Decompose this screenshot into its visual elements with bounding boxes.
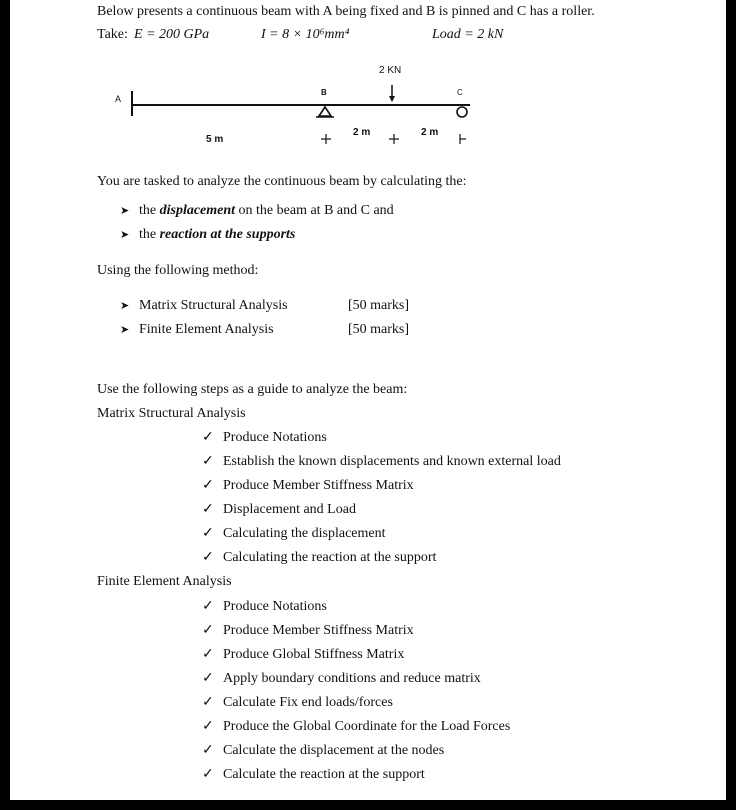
take-label: Take: — [97, 27, 128, 42]
task-item: the displacement on the beam at B and C and — [139, 203, 394, 218]
arrow-bullet-icon: ➤ — [120, 324, 130, 336]
span-b-load-label: 2 m — [353, 127, 371, 138]
fea-step: Calculate the reaction at the support — [223, 767, 425, 782]
label-b: B — [321, 88, 327, 97]
arrow-bullet-icon: ➤ — [120, 229, 130, 241]
checkmark-icon: ✓ — [202, 550, 214, 565]
fea-step: Produce Member Stiffness Matrix — [223, 623, 414, 638]
pin-support-b — [319, 107, 331, 116]
label-a: A — [115, 94, 122, 104]
msa-step: Produce Notations — [223, 430, 327, 445]
task-prompt: You are tasked to analyze the continuous beam by calculating the: — [97, 174, 467, 189]
checkmark-icon: ✓ — [202, 478, 214, 493]
msa-step: Establish the known displacements and known external load — [223, 454, 561, 469]
load-label: 2 KN — [379, 65, 402, 76]
span-ab-label: 5 m — [206, 134, 224, 145]
msa-step: Displacement and Load — [223, 502, 356, 517]
guide-prompt: Use the following steps as a guide to analyze the beam: — [97, 382, 408, 397]
roller-support-c — [457, 107, 467, 117]
checkmark-icon: ✓ — [202, 695, 214, 710]
msa-title: Matrix Structural Analysis — [97, 406, 246, 421]
span-load-c-label: 2 m — [421, 127, 439, 138]
checkmark-icon: ✓ — [202, 767, 214, 782]
method-prompt: Using the following method: — [97, 263, 259, 278]
fea-step: Produce Global Stiffness Matrix — [223, 647, 405, 662]
method-item-marks: [50 marks] — [348, 298, 410, 313]
method-item-name: Finite Element Analysis — [139, 322, 274, 337]
checkmark-icon: ✓ — [202, 719, 214, 734]
task-item: the reaction at the supports — [139, 227, 296, 242]
arrow-bullet-icon: ➤ — [120, 205, 130, 217]
take-e: E = 200 GPa — [134, 27, 210, 42]
msa-step: Produce Member Stiffness Matrix — [223, 478, 414, 493]
checkmark-icon: ✓ — [202, 647, 214, 662]
fea-step: Produce Notations — [223, 599, 327, 614]
method-item-marks: [50 marks] — [348, 322, 410, 337]
fea-step: Calculate Fix end loads/forces — [223, 695, 393, 710]
take-i: I = 8 × 10⁶mm⁴ — [261, 27, 350, 42]
checkmark-icon: ✓ — [202, 430, 214, 445]
fea-step: Produce the Global Coordinate for the Load Forces — [223, 719, 511, 734]
label-c: C — [457, 88, 463, 97]
checkmark-icon: ✓ — [202, 743, 214, 758]
method-item-name: Matrix Structural Analysis — [139, 298, 288, 313]
checkmark-icon: ✓ — [202, 502, 214, 517]
take-load: Load = 2 kN — [432, 27, 504, 42]
arrow-bullet-icon: ➤ — [120, 300, 130, 312]
fea-step: Calculate the displacement at the nodes — [223, 743, 445, 758]
dimension-ticks — [321, 134, 466, 144]
msa-step: Calculating the reaction at the support — [223, 550, 437, 565]
checkmark-icon: ✓ — [202, 599, 214, 614]
msa-step: Calculating the displacement — [223, 526, 386, 541]
checkmark-icon: ✓ — [202, 454, 214, 469]
document-page — [10, 0, 726, 800]
checkmark-icon: ✓ — [202, 526, 214, 541]
fea-title: Finite Element Analysis — [97, 574, 232, 589]
fea-step: Apply boundary conditions and reduce matrix — [223, 671, 481, 686]
intro-text: Below presents a continuous beam with A being fixed and B is pinned and C has a roller. — [97, 4, 595, 19]
checkmark-icon: ✓ — [202, 623, 214, 638]
checkmark-icon: ✓ — [202, 671, 214, 686]
